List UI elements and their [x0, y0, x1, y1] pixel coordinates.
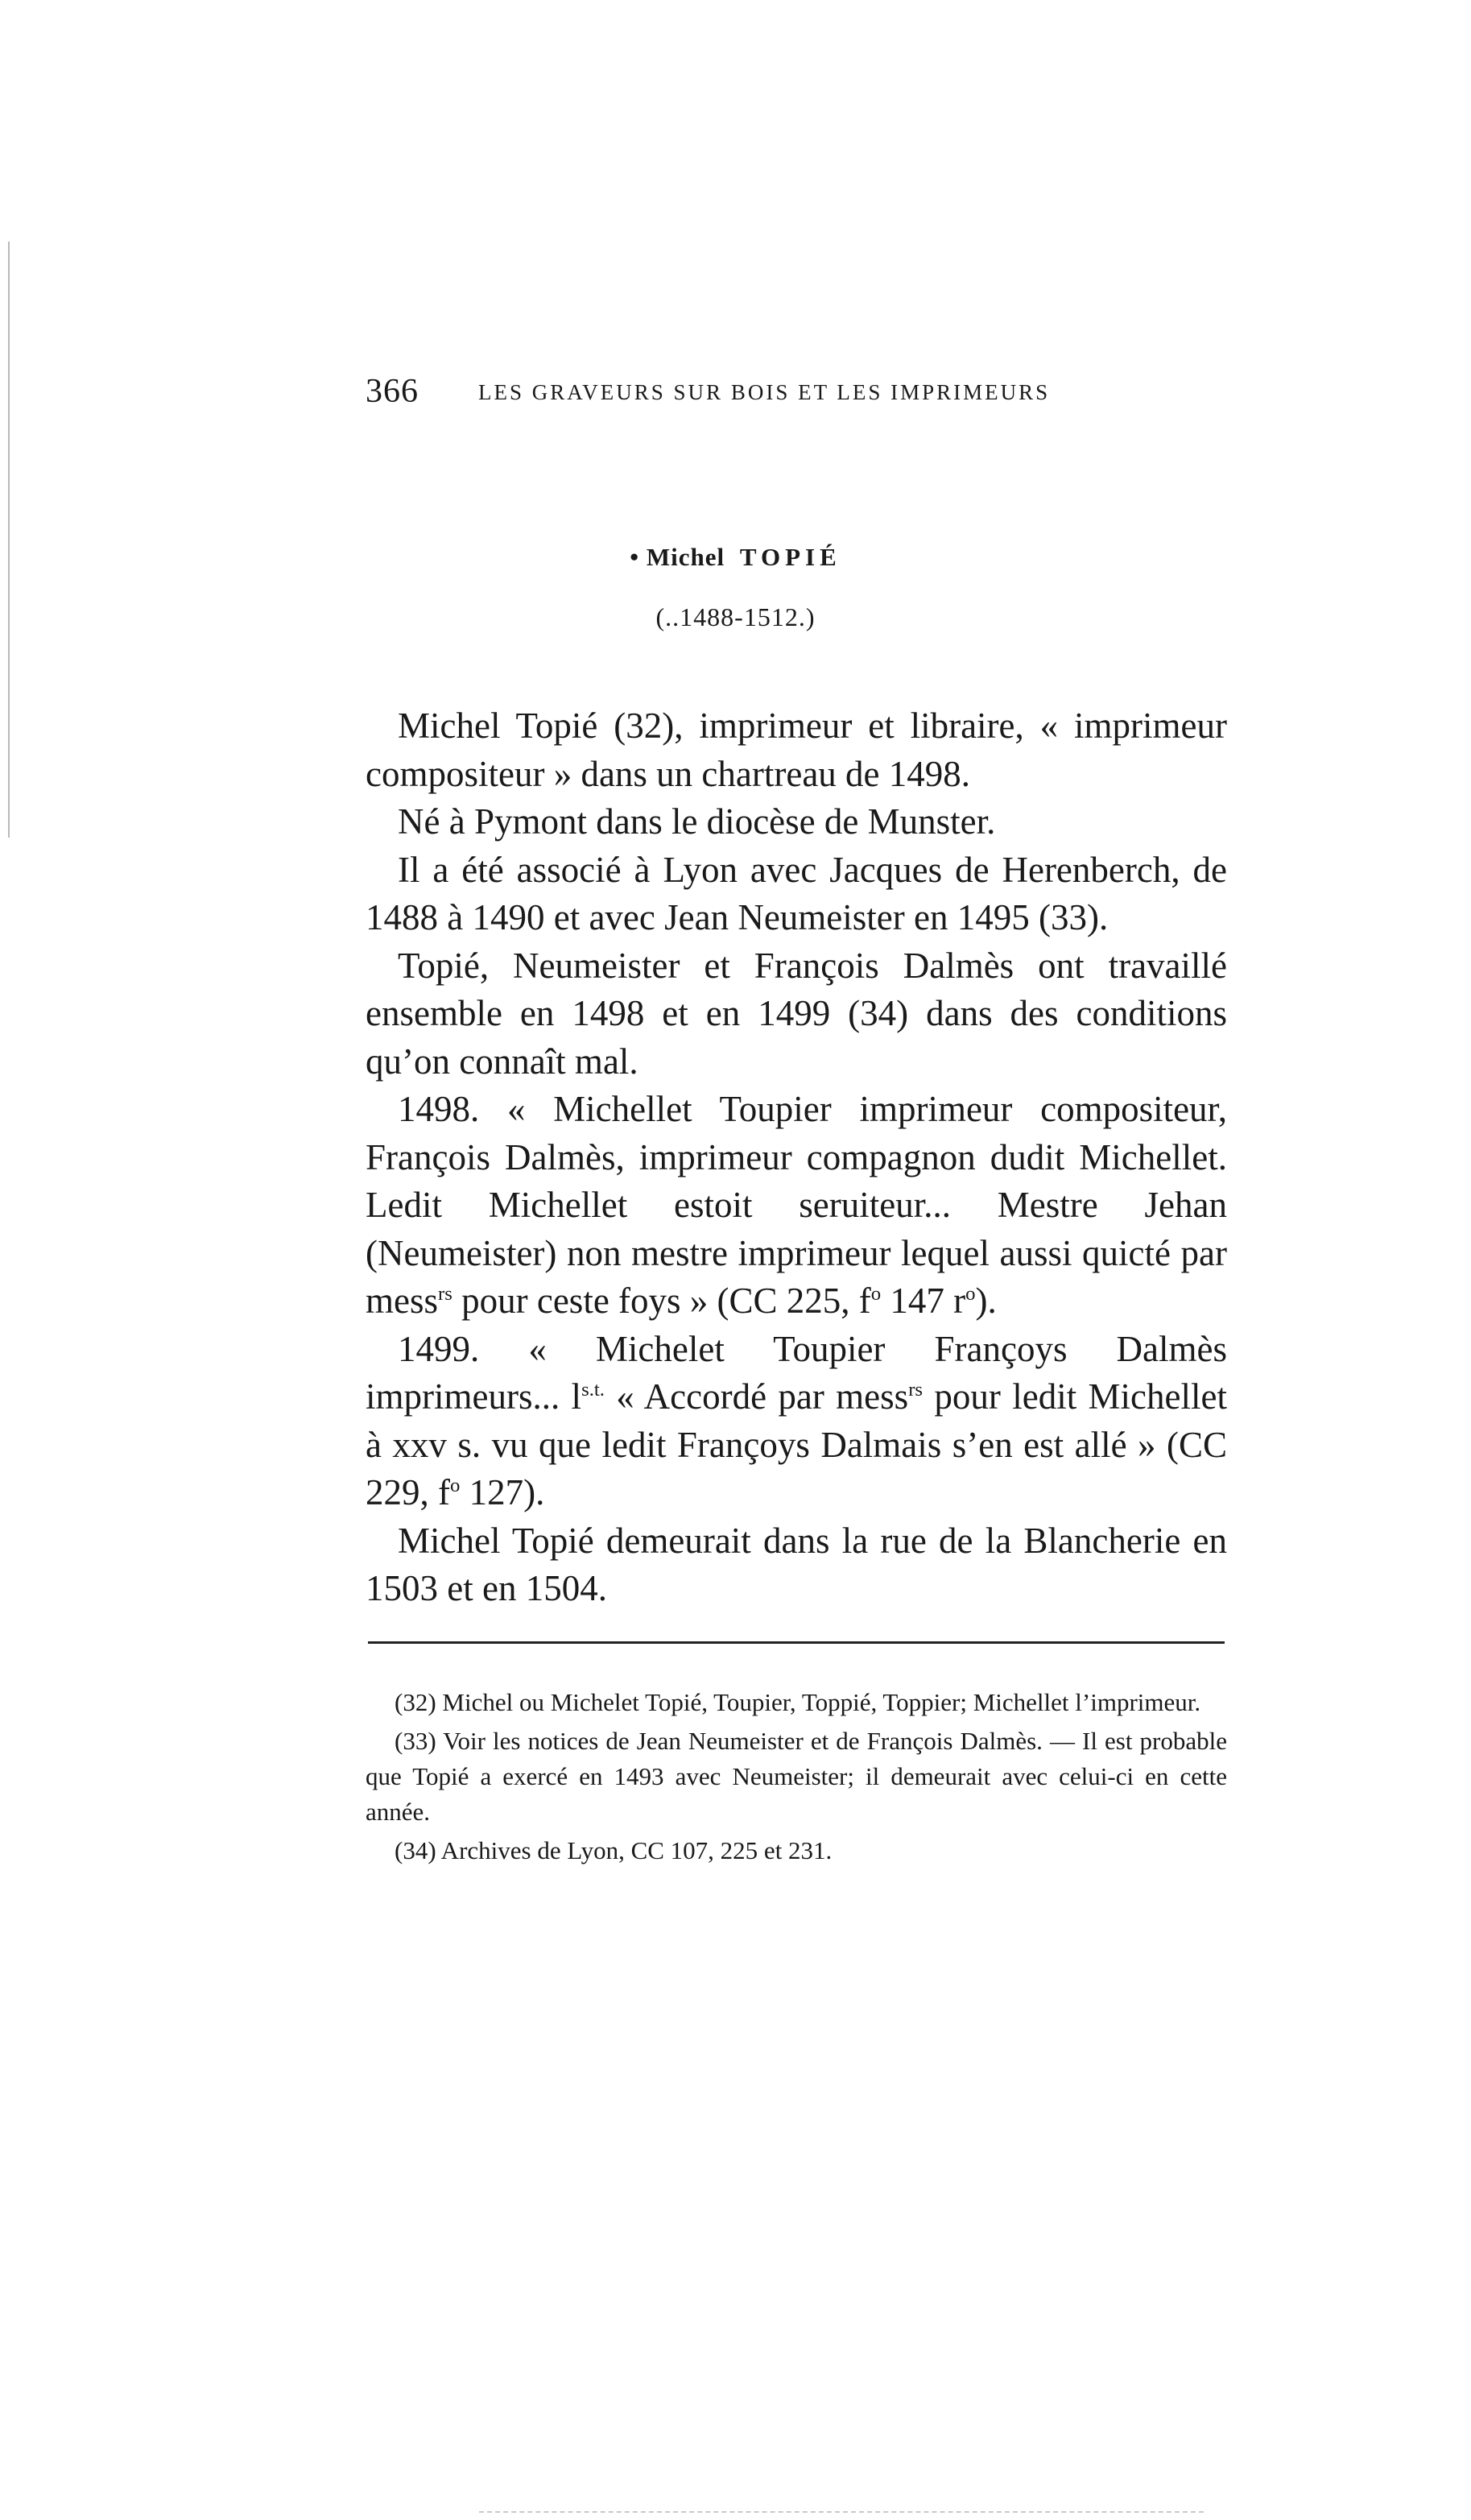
paragraph: Topié, Neumeister et François Dalmès ont travaillé ensemble en 1498 et en 1499 (34) dans des conditions qu’on connaît mal. [366, 945, 1227, 1082]
superscript: o [450, 1475, 461, 1496]
entry-title [0, 543, 1471, 572]
scan-edge-line [8, 242, 10, 838]
surname: TOPIÉ [739, 543, 841, 571]
paragraph: Michel Topié demeurait dans la rue de la Blancherie en 1503 et en 1504. [366, 1520, 1227, 1608]
superscript: o [965, 1283, 976, 1305]
paragraph: Michel Topié (32), imprimeur et libraire, « imprimeur compositeur » dans un chartreau de 1498. [366, 706, 1227, 794]
text-run: ). [975, 1281, 997, 1321]
footnote-divider [368, 1641, 1225, 1644]
page-header [366, 372, 1227, 412]
paragraph [366, 1326, 1227, 1517]
text-run: « Accordé par mess [604, 1376, 909, 1417]
page-number: 366 [366, 373, 419, 410]
running-head: LES GRAVEURS SUR BOIS ET LES IMPRIMEURS [478, 380, 1051, 404]
text-run: 127). [460, 1472, 545, 1512]
paragraph: Né à Pymont dans le diocèse de Munster. [398, 801, 996, 842]
text-run: 147 r [881, 1281, 966, 1321]
paragraph [366, 1086, 1227, 1326]
footnote: (33) Voir les notices de Jean Neumeister et de François Dalmès. — Il est probable que Topié a exercé en 1493 avec Neumeister; il demeurait avec celui-ci en cette année. [366, 1727, 1227, 1826]
superscript: rs [908, 1379, 924, 1401]
given-name: Michel [646, 543, 725, 571]
footnote: (32) Michel ou Michelet Topié, Toupier, Toppié, Toppier; Michellet l’imprimeur. [395, 1688, 1201, 1716]
footnotes [366, 1685, 1227, 1872]
body-text [366, 702, 1227, 1613]
superscript: s.t. [581, 1379, 605, 1401]
paragraph: Il a été associé à Lyon avec Jacques de Herenberch, de 1488 à 1490 et avec Jean Neumeister en 1495 (33). [366, 849, 1227, 937]
text-run: 1499. « Michelet Toupier Françoys Dalmès imprimeurs... l [366, 1328, 1227, 1417]
text-run: 1498. « Michellet Toupier imprimeur compositeur, François Dalmès, imprimeur compagnon dudit Michellet. Ledit Michellet estoit seruiteur... Mestre Jehan (Neumeister) non mestre imprimeur lequel aussi quicté par mess [366, 1089, 1227, 1321]
superscript: o [870, 1283, 882, 1305]
title-marker: • [630, 543, 640, 571]
entry-dates: (..1488-1512.) [655, 602, 816, 631]
text-run: pour ceste foys » (CC 225, f [452, 1281, 871, 1321]
superscript: rs [438, 1283, 452, 1305]
footnote: (34) Archives de Lyon, CC 107, 225 et 231. [395, 1836, 833, 1864]
text-run: pour ledit Michellet à xxv s. vu que ledit Françoys Dalmais s’en est allé » (CC 229, f [366, 1376, 1227, 1512]
scan-bottom-marks [479, 2511, 1204, 2514]
